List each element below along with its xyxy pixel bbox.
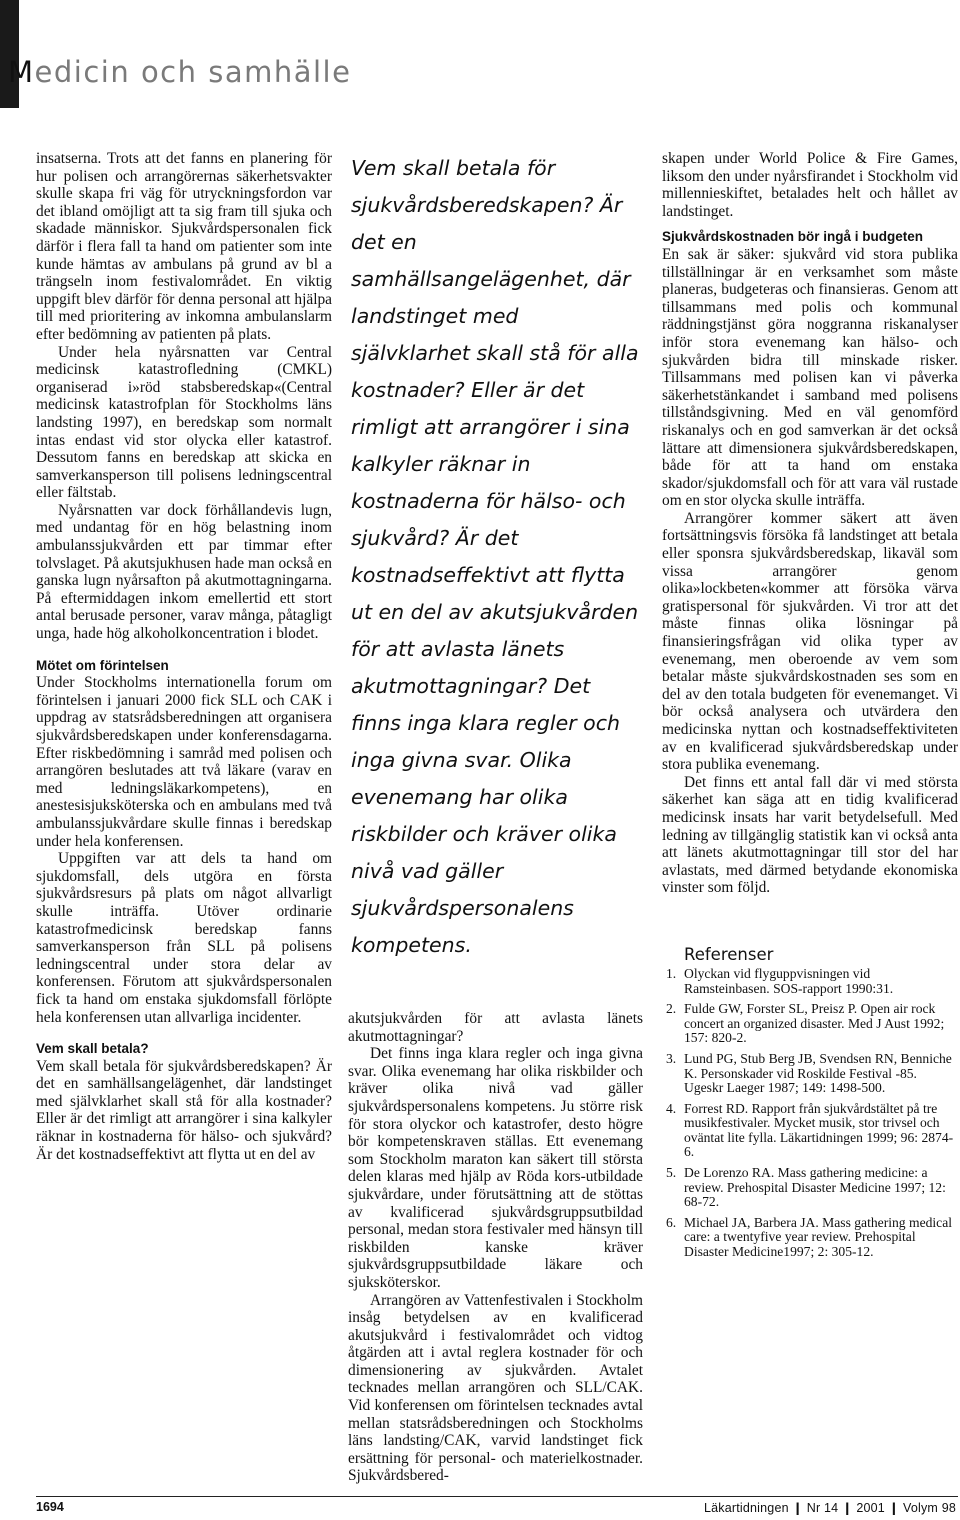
subheading: Sjukvårdskostnaden bör ingå i budgeten	[662, 229, 924, 245]
reference-text: Fulde GW, Forster SL, Preisz P. Open air rock concert an organized disaster. Med J Aust 1992; 157: 820-2.	[684, 1001, 945, 1046]
column-middle	[348, 150, 643, 1485]
reference-number: 4.	[666, 1100, 677, 1116]
reference-text: Forrest RD. Rapport från sjukvårdstältet på tre musikfestivaler. Mycket musik, stor trivsel och oväntat lite fylla. Läkartidningen 1999; 96: 2874-6.	[684, 1100, 954, 1160]
paragraph: Under hela nyårsnatten var Central medicinsk katastrofledning (CMKL) organiserad i»röd stabsberedskap«(Central medicinsk katastrofplan för Stockholms läns landsting 1997), en beredskap som normalt intas endast vid stor olycka eller katastrof. Dessutom fanns en beredskap att skicka en samverkansperson till polisens ledningscentral eller fältstab.	[36, 343, 332, 502]
reference-number: 6.	[666, 1214, 677, 1230]
column-left	[36, 150, 332, 1163]
paragraph: Det finns inga klara regler och inga givna svar. Olika evenemang har olika riskbilder och kräver olika nivå vad gäller sjukvårdspersonalens kompetens. Ju större risk för stora olyckor och katastrofer, desto högre bör kompetenskraven ställas. Ett evenemang som Stockholm maraton kan säkert till största delen klaras med hjälp av Röda kors-utbildade sjukvårdare, under förutsättning att de stöttas av kvalificerad sjukvårdsgruppsutbildad personal, medan stora festivaler med hänsyn till riskbilden kanske kräver sjukvårdsgruppsutbildade läkare och sjuksköterskor.	[348, 1045, 643, 1291]
reference-text: Olyckan vid flyguppvisningen vid Ramsteinbasen. SOS-rapport 1990:31.	[684, 965, 894, 996]
paragraph: Vem skall betala för sjukvårdsberedskapen? Är det en samhällsangelägenhet, där landstinget med självklarhet skall stå för alla kostnader? Eller är det rimligt att arrangörer i sina kalkyler räknar in kostnaderna för hälso- och sjukvård? Är det kostnadseffektivt att flytta ut en del av	[36, 1057, 332, 1163]
paragraph: skapen under World Police & Fire Games, liksom den under nyårsfirandet i Stockholm vid millennieskiftet, betalades helt och hållet av landstinget.	[662, 150, 958, 220]
reference-item	[662, 1166, 958, 1210]
paragraph: En sak är säker: sjukvård vid stora publika tillställningar är en verksamhet som måste planeras, budgeteras och finansieras. Genom att tillsammans med polis och kommunal räddningstjänst göra noggranna riskanalyser inför stora evenemang kan hälso- och sjukvården bidra till minskade risker. Tillsammans med polisen kan vi påverka säkerhetstänkandet i samband med polisens tillståndsgivning. Med en väl genomförd riskanalys och en god samverkan är det också lättare att dimensionera sjukvårdsberedskapen, både för att ta hand om enstaka skador/sjukdomsfall och för att vara väl rustade om en stor olycka skulle inträffa.	[662, 245, 958, 510]
page-number: 1694	[36, 1500, 64, 1514]
reference-number: 5.	[666, 1165, 677, 1181]
header-bar	[0, 0, 19, 108]
references-list	[662, 967, 958, 1260]
reference-number: 2.	[666, 1001, 677, 1017]
paragraph: Det finns ett antal fall där vi med största säkerhet kan säga att en tidig kvalificerad medicinsk insats har varit betydelsefull. Med ledning av tillgänglig statistik kan vi också anta att länets akutmottagningar till stor del har avlastats, med därmed betydande ekonomiska vinster som följd.	[662, 773, 958, 897]
references-heading: Referenser	[684, 944, 774, 964]
footer-divider	[36, 1496, 958, 1497]
paragraph: Under Stockholms internationella forum om förintelsen i januari 2000 fick SLL och CAK i uppdrag av statsrådsberedningen att organisera sjukvårdsberedskapen under konferensdagarna. Efter riskbedömning i samråd med polisen och arrangören beslutades att två läkare (varav en med ledningsläkarkompetens), en anestesisjuksköterska och en ambulans med två ambulanssjukvårdare skulle finnas i beredskap under hela konferensen.	[36, 674, 332, 850]
reference-number: 3.	[666, 1050, 677, 1066]
paragraph: Arrangörer kommer säkert att även fortsättningsvis försöka få landstinget att betala eller sponsra sjukvårdsberedskap, likaväl som vissa arrangörer genom olika»lockbeten«kommer att försöka värva gratispersonal för sjukvården. Vi tror att det måste finnas olika lösningar på finansieringsfrågan vid olika typer av evenemang, men oberoende av vem som betalar måste sjukvårdskostnaden ses som en del av den totala budgeten för evenemanget. Vi bör också analysera och utvärdera den medicinska nyttan och kostnadseffektiviteten av en kvalificerad sjukvårdsberedskap under stora publika evenemang.	[662, 509, 958, 774]
column-right	[662, 150, 958, 1266]
paragraph: Uppgiften var att dels ta hand om sjukdomsfall, dels utgöra en första sjukvårdsresurs på plats om något allvarligt skulle inträffa. Utöver ordinarie katastrofmedicinsk beredskap fanns samverkansperson från SLL på polisens ledningscentral under stora delar av konferensen. Förutom att sjukvårdspersonalen fick ta hand om enstaka sjukdomsfall förlöpte hela konferensen utan allvarliga incidenter.	[36, 850, 332, 1026]
paragraph: akutsjukvården för att avlasta länets akutmottagningar?	[348, 1010, 643, 1045]
reference-item	[662, 1002, 958, 1046]
subheading: Vem skall betala?	[36, 1041, 149, 1057]
reference-item	[662, 1216, 958, 1260]
paragraph: insatserna. Trots att det fanns en planering för hur polisen och arrangörernas säkerhetsvakter skulle skapa fri väg för utryckningsfordon var det ibland omöjligt att ta sig fram till sjuka och skadade människor. Sjukvårdspersonalen fick därför i flera fall ta hand om patienter som inte kunde hämtas av ambulans på grund av bl a trängseln inom festivalområdet. En viktig uppgift blev därför för denna personal att hjälpa till med prioritering av inkomna ambulanslarm efter bedömning av patienten på plats.	[36, 150, 332, 343]
reference-text: De Lorenzo RA. Mass gathering medicine: a review. Prehospital Disaster Medicine 1997; 12: 68-72.	[684, 1165, 946, 1210]
paragraph: Arrangören av Vattenfestivalen i Stockholm insåg betydelsen av en kvalificerad akutsjukvård i festivalområdet och vidtog åtgärden att i avtal reglera kostnader för och dimensionering av sjukvården. Avtalet tecknades mellan arrangören och SLL/CAK. Vid konferensen om förintelsen tecknades avtal mellan statsrådsberedningen och Stockholms läns landsting/CAK, varvid landstinget fick ersättning för personal- och materielkostnader. Sjukvårdsbered-	[348, 1291, 643, 1485]
section-title-rest: edicin och samhälle	[34, 55, 352, 89]
section-title-initial: M	[8, 55, 35, 89]
pull-quote: Vem skall betala för sjukvårdsberedskapen? Är det en samhällsangelägenhet, där landstinget med självklarhet skall stå för alla kostnader? Eller är det rimligt att arrangörer i sina kalkyler räknar in kostnaderna för hälso- och sjukvård? Är det kostnadseffektivt att flytta ut en del av akutsjukvården för att avlasta länets akutmottagningar? Det finns inga klara regler och inga givna svar. Olika evenemang har olika riskbilder och kräver olika nivå vad gäller sjukvårdspersonalens kompetens.	[351, 156, 639, 957]
reference-item	[662, 1052, 958, 1096]
subheading: Mötet om förintelsen	[36, 657, 169, 673]
reference-item	[662, 967, 958, 996]
reference-number: 1.	[666, 965, 677, 981]
reference-item	[662, 1102, 958, 1160]
journal-info: Läkartidningen ❙ Nr 14 ❙ 2001 ❙ Volym 98	[703, 1501, 956, 1515]
section-title	[8, 55, 352, 89]
reference-text: Lund PG, Stub Berg JB, Svendsen RN, Benniche K. Personskader vid Roskilde Festival -85. Ugeskr Laeger 1987; 149: 1498-500.	[684, 1050, 952, 1096]
paragraph: Nyårsnatten var dock förhållandevis lugn, med undantag för en hög belastning inom ambulanssjukvården ett par timmar efter tolvslaget. På akutsjukhusen hade man också en ganska lugn nyårsafton på akutmottagningarna. På eftermiddagen inkom emellertid ett stort antal berusade personer, varav många, påtagligt unga, hade hög alkoholkoncentration i blodet.	[36, 501, 332, 643]
reference-text: Michael JA, Barbera JA. Mass gathering medical care: a twentyfive year review. Prehospital Disaster Medicine1997; 2: 305-12.	[684, 1214, 953, 1260]
